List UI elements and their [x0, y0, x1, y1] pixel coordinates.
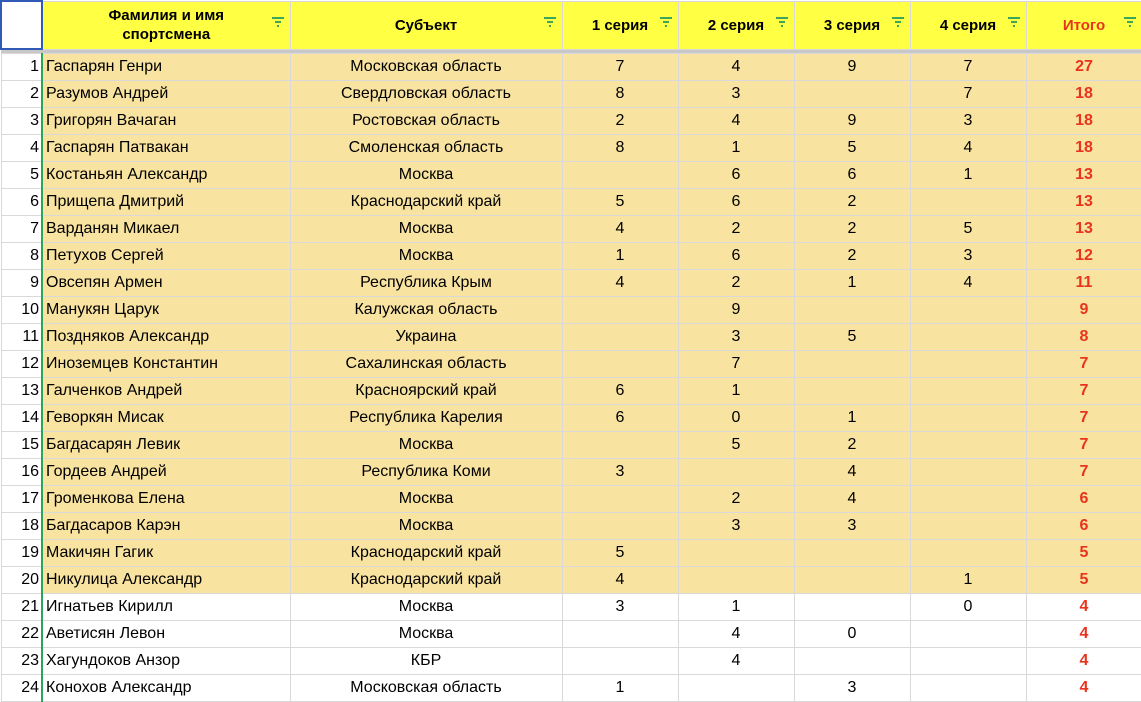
cell-subject[interactable]: КБР — [290, 648, 562, 675]
cell-subject[interactable]: Москва — [290, 162, 562, 189]
row-number[interactable]: 22 — [1, 621, 42, 648]
cell-s1[interactable]: 3 — [562, 459, 678, 486]
cell-s1[interactable] — [562, 648, 678, 675]
row-number[interactable]: 3 — [1, 108, 42, 135]
row-number[interactable]: 5 — [1, 162, 42, 189]
table-row[interactable] — [1, 54, 1141, 81]
cell-subject[interactable]: Москва — [290, 513, 562, 540]
table-row[interactable] — [1, 216, 1141, 243]
row-number[interactable]: 23 — [1, 648, 42, 675]
cell-total[interactable]: 27 — [1026, 54, 1141, 81]
cell-s1[interactable]: 4 — [562, 270, 678, 297]
cell-name[interactable]: Галченков Андрей — [42, 378, 290, 405]
cell-total[interactable]: 13 — [1026, 162, 1141, 189]
cell-name[interactable]: Игнатьев Кирилл — [42, 594, 290, 621]
table-row[interactable] — [1, 81, 1141, 108]
cell-name[interactable]: Разумов Андрей — [42, 81, 290, 108]
row-number[interactable]: 2 — [1, 81, 42, 108]
cell-s2[interactable]: 2 — [678, 486, 794, 513]
cell-s1[interactable] — [562, 297, 678, 324]
cell-s2[interactable]: 6 — [678, 189, 794, 216]
cell-s3[interactable] — [794, 567, 910, 594]
cell-total[interactable]: 18 — [1026, 108, 1141, 135]
row-number[interactable]: 7 — [1, 216, 42, 243]
cell-s3[interactable]: 0 — [794, 621, 910, 648]
filter-icon[interactable] — [776, 17, 788, 27]
cell-s4[interactable]: 1 — [910, 567, 1026, 594]
cell-s4[interactable]: 7 — [910, 81, 1026, 108]
cell-s3[interactable]: 3 — [794, 675, 910, 702]
header-name-line2: спортсмена — [122, 26, 210, 43]
row-number[interactable]: 9 — [1, 270, 42, 297]
table-row[interactable] — [1, 270, 1141, 297]
cell-total[interactable]: 7 — [1026, 459, 1141, 486]
row-number[interactable]: 11 — [1, 324, 42, 351]
row-number[interactable]: 4 — [1, 135, 42, 162]
row-number[interactable]: 24 — [1, 675, 42, 702]
cell-s2[interactable]: 2 — [678, 216, 794, 243]
cell-s1[interactable] — [562, 513, 678, 540]
header-s1[interactable] — [562, 1, 678, 49]
table-row[interactable] — [1, 297, 1141, 324]
row-number[interactable]: 1 — [1, 54, 42, 81]
cell-s1[interactable]: 5 — [562, 189, 678, 216]
header-total-label: Итого — [1027, 16, 1141, 35]
cell-s3[interactable]: 2 — [794, 432, 910, 459]
cell-s3[interactable]: 2 — [794, 189, 910, 216]
cell-s3[interactable]: 6 — [794, 162, 910, 189]
cell-name[interactable]: Геворкян Мисак — [42, 405, 290, 432]
cell-subject[interactable]: Краснодарский край — [290, 567, 562, 594]
cell-subject[interactable]: Москва — [290, 486, 562, 513]
cell-subject[interactable]: Смоленская область — [290, 135, 562, 162]
table-row[interactable] — [1, 135, 1141, 162]
table-row[interactable] — [1, 513, 1141, 540]
cell-s2[interactable]: 1 — [678, 135, 794, 162]
table-row[interactable] — [1, 243, 1141, 270]
cell-s3[interactable] — [794, 297, 910, 324]
cell-total[interactable]: 4 — [1026, 675, 1141, 702]
cell-s1[interactable] — [562, 351, 678, 378]
cell-s3[interactable]: 2 — [794, 243, 910, 270]
cell-subject[interactable]: Краснодарский край — [290, 189, 562, 216]
cell-s3[interactable]: 4 — [794, 486, 910, 513]
cell-total[interactable]: 7 — [1026, 351, 1141, 378]
cell-s2[interactable]: 5 — [678, 432, 794, 459]
cell-s3[interactable] — [794, 378, 910, 405]
cell-s3[interactable] — [794, 540, 910, 567]
cell-s2[interactable]: 2 — [678, 270, 794, 297]
cell-s1[interactable] — [562, 432, 678, 459]
cell-s1[interactable] — [562, 324, 678, 351]
cell-total[interactable]: 9 — [1026, 297, 1141, 324]
cell-s4[interactable] — [910, 540, 1026, 567]
cell-s1[interactable]: 6 — [562, 378, 678, 405]
cell-subject[interactable]: Красноярский край — [290, 378, 562, 405]
cell-s2[interactable]: 3 — [678, 81, 794, 108]
select-all-corner[interactable] — [1, 1, 42, 49]
cell-s1[interactable]: 1 — [562, 243, 678, 270]
cell-s4[interactable]: 4 — [910, 135, 1026, 162]
table-row[interactable] — [1, 486, 1141, 513]
table-row[interactable] — [1, 675, 1141, 702]
table-row[interactable] — [1, 378, 1141, 405]
table-row[interactable] — [1, 324, 1141, 351]
cell-s2[interactable]: 4 — [678, 621, 794, 648]
cell-s3[interactable]: 5 — [794, 324, 910, 351]
cell-s1[interactable] — [562, 162, 678, 189]
cell-name[interactable]: Гаспарян Патвакан — [42, 135, 290, 162]
cell-subject[interactable]: Московская область — [290, 675, 562, 702]
cell-name[interactable]: Варданян Микаел — [42, 216, 290, 243]
row-number[interactable]: 12 — [1, 351, 42, 378]
cell-s4[interactable] — [910, 189, 1026, 216]
cell-s3[interactable]: 4 — [794, 459, 910, 486]
table-row[interactable] — [1, 189, 1141, 216]
cell-s4[interactable]: 3 — [910, 108, 1026, 135]
cell-subject[interactable]: Украина — [290, 324, 562, 351]
cell-name[interactable]: Багдасаров Карэн — [42, 513, 290, 540]
cell-total[interactable]: 6 — [1026, 486, 1141, 513]
cell-s2[interactable]: 1 — [678, 594, 794, 621]
cell-s2[interactable]: 4 — [678, 648, 794, 675]
cell-total[interactable]: 18 — [1026, 81, 1141, 108]
cell-subject[interactable]: Москва — [290, 432, 562, 459]
cell-subject[interactable]: Москва — [290, 216, 562, 243]
cell-s1[interactable]: 5 — [562, 540, 678, 567]
cell-s4[interactable] — [910, 513, 1026, 540]
cell-s1[interactable]: 4 — [562, 567, 678, 594]
cell-s2[interactable]: 4 — [678, 54, 794, 81]
cell-s2[interactable] — [678, 675, 794, 702]
cell-s1[interactable]: 8 — [562, 135, 678, 162]
row-number[interactable]: 21 — [1, 594, 42, 621]
cell-name[interactable]: Поздняков Александр — [42, 324, 290, 351]
cell-name[interactable]: Манукян Царук — [42, 297, 290, 324]
cell-name[interactable]: Гаспарян Генри — [42, 54, 290, 81]
row-number[interactable]: 16 — [1, 459, 42, 486]
table-row[interactable] — [1, 108, 1141, 135]
row-number[interactable]: 10 — [1, 297, 42, 324]
table-row[interactable] — [1, 594, 1141, 621]
cell-name[interactable]: Багдасарян Левик — [42, 432, 290, 459]
cell-s1[interactable]: 6 — [562, 405, 678, 432]
cell-s1[interactable]: 8 — [562, 81, 678, 108]
row-number[interactable]: 20 — [1, 567, 42, 594]
cell-s3[interactable]: 1 — [794, 270, 910, 297]
row-number[interactable]: 6 — [1, 189, 42, 216]
header-s3[interactable] — [794, 1, 910, 49]
row-number[interactable]: 14 — [1, 405, 42, 432]
header-s3-label: 3 серия — [795, 16, 910, 35]
cell-subject[interactable]: Свердловская область — [290, 81, 562, 108]
cell-s2[interactable] — [678, 567, 794, 594]
cell-s4[interactable] — [910, 351, 1026, 378]
cell-total[interactable]: 11 — [1026, 270, 1141, 297]
cell-subject[interactable]: Калужская область — [290, 297, 562, 324]
cell-s4[interactable] — [910, 297, 1026, 324]
cell-total[interactable]: 4 — [1026, 648, 1141, 675]
cell-s3[interactable]: 1 — [794, 405, 910, 432]
cell-s2[interactable]: 4 — [678, 108, 794, 135]
table-row[interactable] — [1, 648, 1141, 675]
table-row[interactable] — [1, 621, 1141, 648]
cell-total[interactable]: 13 — [1026, 189, 1141, 216]
table-row[interactable] — [1, 459, 1141, 486]
cell-s3[interactable]: 2 — [794, 216, 910, 243]
cell-s1[interactable]: 2 — [562, 108, 678, 135]
cell-subject[interactable]: Москва — [290, 621, 562, 648]
filter-icon[interactable] — [660, 17, 672, 27]
cell-s3[interactable] — [794, 648, 910, 675]
cell-s2[interactable] — [678, 459, 794, 486]
header-name[interactable] — [42, 1, 290, 49]
cell-s2[interactable]: 3 — [678, 324, 794, 351]
table-row[interactable] — [1, 162, 1141, 189]
cell-total[interactable]: 7 — [1026, 405, 1141, 432]
table-row[interactable] — [1, 351, 1141, 378]
filter-icon[interactable] — [544, 17, 556, 27]
cell-name[interactable]: Никулица Александр — [42, 567, 290, 594]
cell-s4[interactable] — [910, 486, 1026, 513]
cell-s1[interactable] — [562, 486, 678, 513]
cell-s4[interactable]: 5 — [910, 216, 1026, 243]
cell-subject[interactable]: Республика Крым — [290, 270, 562, 297]
header-name-line1: Фамилия и имя — [108, 7, 224, 24]
header-subject-label: Субъект — [291, 16, 562, 35]
cell-s3[interactable]: 5 — [794, 135, 910, 162]
cell-subject[interactable]: Москва — [290, 594, 562, 621]
cell-s3[interactable]: 9 — [794, 54, 910, 81]
cell-name[interactable]: Макичян Гагик — [42, 540, 290, 567]
cell-subject[interactable]: Московская область — [290, 54, 562, 81]
cell-total[interactable]: 18 — [1026, 135, 1141, 162]
cell-name[interactable]: Аветисян Левон — [42, 621, 290, 648]
cell-s2[interactable]: 1 — [678, 378, 794, 405]
cell-s3[interactable] — [794, 351, 910, 378]
cell-s2[interactable]: 3 — [678, 513, 794, 540]
cell-total[interactable]: 8 — [1026, 324, 1141, 351]
header-subject[interactable] — [290, 1, 562, 49]
header-s1-label: 1 серия — [563, 16, 678, 35]
cell-s4[interactable]: 3 — [910, 243, 1026, 270]
cell-total[interactable]: 13 — [1026, 216, 1141, 243]
cell-s3[interactable]: 9 — [794, 108, 910, 135]
cell-subject[interactable]: Республика Коми — [290, 459, 562, 486]
cell-s3[interactable]: 3 — [794, 513, 910, 540]
cell-name[interactable]: Хагундоков Анзор — [42, 648, 290, 675]
cell-s2[interactable]: 6 — [678, 162, 794, 189]
table-body — [1, 49, 1141, 702]
filter-icon[interactable] — [1124, 17, 1136, 27]
cell-subject[interactable]: Москва — [290, 243, 562, 270]
cell-s2[interactable]: 9 — [678, 297, 794, 324]
cell-s2[interactable] — [678, 540, 794, 567]
row-number[interactable]: 15 — [1, 432, 42, 459]
cell-name[interactable]: Громенкова Елена — [42, 486, 290, 513]
header-total[interactable] — [1026, 1, 1141, 49]
header-s4-label: 4 серия — [911, 16, 1026, 35]
filter-icon[interactable] — [1008, 17, 1020, 27]
table-row[interactable] — [1, 567, 1141, 594]
cell-name[interactable]: Петухов Сергей — [42, 243, 290, 270]
row-number[interactable]: 13 — [1, 378, 42, 405]
cell-s1[interactable]: 7 — [562, 54, 678, 81]
cell-subject[interactable]: Республика Карелия — [290, 405, 562, 432]
cell-subject[interactable]: Сахалинская область — [290, 351, 562, 378]
cell-subject[interactable]: Краснодарский край — [290, 540, 562, 567]
cell-s2[interactable]: 6 — [678, 243, 794, 270]
cell-total[interactable]: 5 — [1026, 540, 1141, 567]
cell-s4[interactable] — [910, 459, 1026, 486]
cell-s1[interactable]: 3 — [562, 594, 678, 621]
cell-s4[interactable] — [910, 675, 1026, 702]
cell-name[interactable]: Григорян Вачаган — [42, 108, 290, 135]
filter-icon[interactable] — [272, 17, 284, 27]
cell-name[interactable]: Иноземцев Константин — [42, 351, 290, 378]
cell-total[interactable]: 7 — [1026, 378, 1141, 405]
cell-s4[interactable] — [910, 378, 1026, 405]
cell-s4[interactable] — [910, 621, 1026, 648]
cell-total[interactable]: 4 — [1026, 621, 1141, 648]
cell-s4[interactable] — [910, 324, 1026, 351]
cell-s3[interactable] — [794, 81, 910, 108]
header-s4[interactable] — [910, 1, 1026, 49]
header-s2-label: 2 серия — [679, 16, 794, 35]
cell-s4[interactable] — [910, 432, 1026, 459]
table-row[interactable] — [1, 405, 1141, 432]
cell-total[interactable]: 5 — [1026, 567, 1141, 594]
header-row — [1, 1, 1141, 49]
row-number[interactable]: 18 — [1, 513, 42, 540]
cell-s4[interactable]: 0 — [910, 594, 1026, 621]
row-number[interactable]: 8 — [1, 243, 42, 270]
cell-s1[interactable] — [562, 621, 678, 648]
cell-total[interactable]: 6 — [1026, 513, 1141, 540]
cell-name[interactable]: Прищепа Дмитрий — [42, 189, 290, 216]
cell-s1[interactable]: 1 — [562, 675, 678, 702]
cell-name[interactable]: Овсепян Армен — [42, 270, 290, 297]
cell-s2[interactable]: 0 — [678, 405, 794, 432]
cell-name[interactable]: Костаньян Александр — [42, 162, 290, 189]
table-row[interactable] — [1, 540, 1141, 567]
cell-name[interactable]: Гордеев Андрей — [42, 459, 290, 486]
filter-icon[interactable] — [892, 17, 904, 27]
cell-s4[interactable]: 1 — [910, 162, 1026, 189]
row-number[interactable]: 17 — [1, 486, 42, 513]
cell-s4[interactable] — [910, 405, 1026, 432]
cell-s4[interactable] — [910, 648, 1026, 675]
cell-s3[interactable] — [794, 594, 910, 621]
cell-total[interactable]: 7 — [1026, 432, 1141, 459]
cell-s4[interactable]: 7 — [910, 54, 1026, 81]
cell-s2[interactable]: 7 — [678, 351, 794, 378]
cell-total[interactable]: 4 — [1026, 594, 1141, 621]
cell-subject[interactable]: Ростовская область — [290, 108, 562, 135]
cell-s1[interactable]: 4 — [562, 216, 678, 243]
table-row[interactable] — [1, 432, 1141, 459]
cell-total[interactable]: 12 — [1026, 243, 1141, 270]
cell-s4[interactable]: 4 — [910, 270, 1026, 297]
row-number[interactable]: 19 — [1, 540, 42, 567]
header-s2[interactable] — [678, 1, 794, 49]
cell-name[interactable]: Конохов Александр — [42, 675, 290, 702]
